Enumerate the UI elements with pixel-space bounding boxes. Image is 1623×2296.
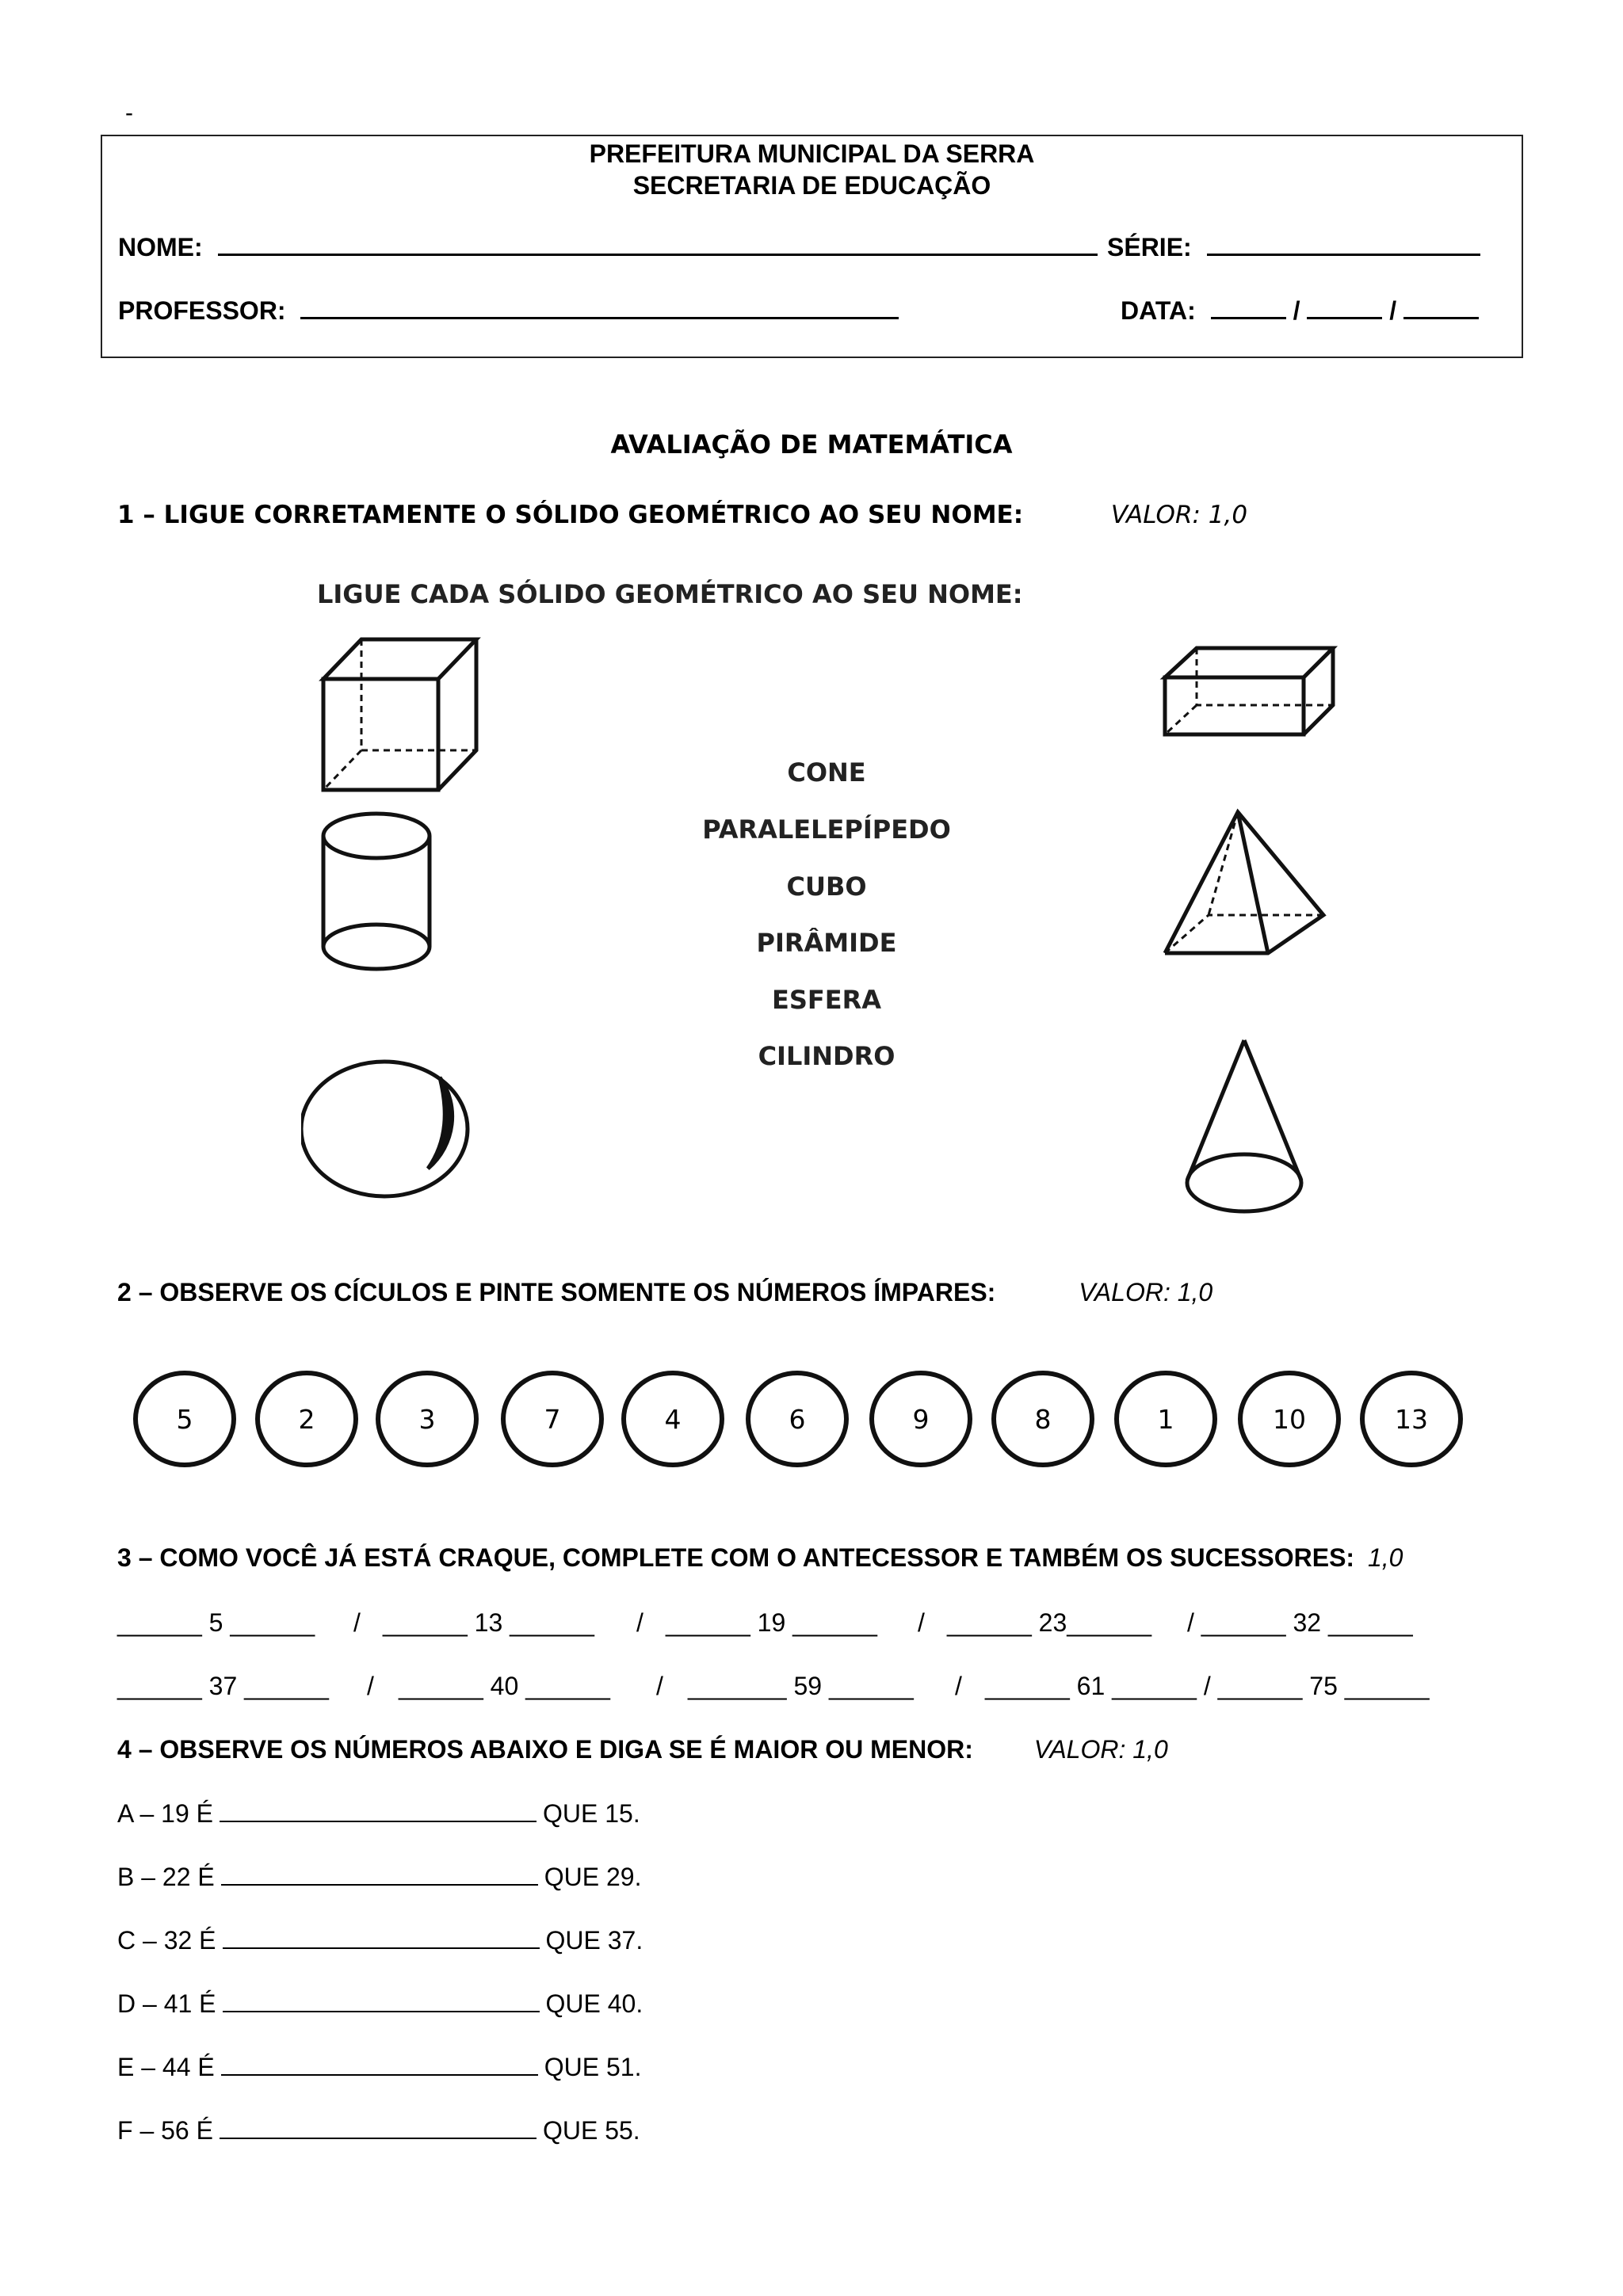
comparison-answer-line[interactable] bbox=[220, 1798, 537, 1822]
teacher-field[interactable] bbox=[118, 293, 899, 326]
name-parallelepiped[interactable]: PARALELEPÍPEDO bbox=[702, 814, 951, 845]
sphere-icon[interactable] bbox=[301, 1062, 468, 1196]
date-year-line bbox=[1403, 293, 1479, 319]
comparison-right: QUE 55. bbox=[542, 2116, 640, 2145]
date-sep-2: / bbox=[1389, 296, 1397, 325]
comparison-answer-line[interactable] bbox=[221, 2052, 538, 2076]
question-4-value: VALOR: 1,0 bbox=[1033, 1735, 1168, 1764]
sequence-separator: / bbox=[636, 1608, 643, 1637]
page-title: AVALIAÇÃO DE MATEMÁTICA bbox=[610, 429, 1013, 460]
number-circle[interactable]: 7 bbox=[501, 1371, 604, 1467]
sequence-item[interactable]: / ______ 32 ______ bbox=[1187, 1608, 1413, 1637]
cube-icon[interactable] bbox=[323, 639, 476, 790]
number-circle[interactable]: 6 bbox=[746, 1371, 849, 1467]
cylinder-icon[interactable] bbox=[323, 814, 430, 969]
number-circle[interactable]: 13 bbox=[1360, 1371, 1463, 1467]
question-3-value: 1,0 bbox=[1367, 1543, 1403, 1572]
comparison-answer-line[interactable] bbox=[220, 2115, 537, 2139]
sequence-separator: / bbox=[955, 1672, 962, 1700]
header-line-2: SECRETARIA DE EDUCAÇÃO bbox=[632, 171, 991, 200]
sequence-item[interactable]: ______ 61 ______ / ______ 75 ______ bbox=[985, 1672, 1430, 1700]
header-box bbox=[101, 135, 1523, 358]
number-circle[interactable]: 5 bbox=[133, 1371, 236, 1467]
sequence-separator: / bbox=[353, 1608, 361, 1637]
question-2-text: 2 – OBSERVE OS CÍCULOS E PINTE SOMENTE OS NÚMEROS ÍMPARES: bbox=[117, 1278, 996, 1306]
top-mark: - bbox=[125, 100, 133, 126]
question-2 bbox=[117, 1278, 1212, 1307]
question-1-value: VALOR: 1,0 bbox=[1110, 501, 1248, 529]
question-3 bbox=[117, 1543, 1403, 1573]
number-circle[interactable]: 3 bbox=[376, 1371, 479, 1467]
name-cylinder[interactable]: CILINDRO bbox=[758, 1041, 896, 1071]
date-month-line bbox=[1307, 293, 1382, 319]
sequence-item[interactable]: ______ 40 ______ bbox=[399, 1672, 610, 1700]
comparison-item bbox=[117, 2115, 640, 2145]
solids-figure bbox=[301, 574, 1347, 1240]
sequence-item[interactable]: _______ 59 ______ bbox=[688, 1672, 914, 1700]
name-cube[interactable]: CUBO bbox=[786, 871, 867, 902]
question-4 bbox=[117, 1735, 1168, 1764]
name-cone[interactable]: CONE bbox=[787, 757, 866, 788]
sequence-item[interactable]: ______ 13 ______ bbox=[383, 1608, 594, 1637]
figure-title: LIGUE CADA SÓLIDO GEOMÉTRICO AO SEU NOME: bbox=[317, 579, 1023, 609]
sequence-row-1 bbox=[117, 1608, 1623, 1640]
sequence-row-2 bbox=[117, 1672, 1623, 1703]
name-sphere[interactable]: ESFERA bbox=[771, 985, 882, 1015]
date-day-line bbox=[1211, 293, 1286, 319]
comparison-item bbox=[117, 1862, 641, 1892]
number-circle[interactable]: 10 bbox=[1238, 1371, 1341, 1467]
date-sep-1: / bbox=[1293, 296, 1300, 325]
comparison-right: QUE 40. bbox=[545, 1989, 643, 2018]
name-line bbox=[218, 230, 1098, 256]
comparison-left: C – 32 É bbox=[117, 1926, 216, 1955]
grade-label: SÉRIE: bbox=[1107, 233, 1192, 261]
parallelepiped-icon[interactable] bbox=[1165, 648, 1333, 734]
sequence-item[interactable]: ______ 19 ______ bbox=[666, 1608, 877, 1637]
sequence-separator: / bbox=[918, 1608, 925, 1637]
comparison-right: QUE 37. bbox=[545, 1926, 643, 1955]
comparison-right: QUE 29. bbox=[544, 1863, 642, 1891]
comparison-left: D – 41 É bbox=[117, 1989, 216, 2018]
number-circle[interactable]: 8 bbox=[991, 1371, 1094, 1467]
number-circle[interactable]: 2 bbox=[255, 1371, 358, 1467]
sequence-separator: / bbox=[656, 1672, 663, 1700]
comparison-answer-line[interactable] bbox=[223, 1925, 540, 1949]
comparison-left: F – 56 É bbox=[117, 2116, 213, 2145]
comparison-item bbox=[117, 1989, 643, 2019]
sequence-item[interactable]: ______ 23______ bbox=[947, 1608, 1152, 1637]
question-4-text: 4 – OBSERVE OS NÚMEROS ABAIXO E DIGA SE É MAIOR OU MENOR: bbox=[117, 1735, 973, 1764]
comparison-item bbox=[117, 1925, 643, 1955]
comparison-left: A – 19 É bbox=[117, 1799, 213, 1828]
name-field[interactable] bbox=[118, 230, 1098, 262]
grade-field[interactable] bbox=[1107, 230, 1480, 262]
comparison-right: QUE 51. bbox=[544, 2053, 642, 2081]
comparison-answer-line[interactable] bbox=[223, 1989, 540, 2012]
number-circle[interactable]: 4 bbox=[621, 1371, 724, 1467]
comparison-left: E – 44 É bbox=[117, 2053, 215, 2081]
grade-line bbox=[1207, 230, 1480, 256]
header-line-1: PREFEITURA MUNICIPAL DA SERRA bbox=[589, 139, 1035, 168]
date-field[interactable] bbox=[1121, 293, 1479, 326]
comparison-item bbox=[117, 2052, 641, 2082]
comparison-item bbox=[117, 1798, 640, 1829]
name-label: NOME: bbox=[118, 233, 203, 261]
sequence-separator: / bbox=[367, 1672, 374, 1700]
question-1-text: 1 – LIGUE CORRETAMENTE O SÓLIDO GEOMÉTRICO AO SEU NOME: bbox=[117, 501, 1024, 529]
question-2-value: VALOR: 1,0 bbox=[1079, 1278, 1213, 1306]
comparison-left: B – 22 É bbox=[117, 1863, 215, 1891]
name-pyramid[interactable]: PIRÂMIDE bbox=[756, 928, 897, 958]
number-circle[interactable]: 9 bbox=[869, 1371, 972, 1467]
number-circle[interactable]: 1 bbox=[1114, 1371, 1217, 1467]
cone-icon[interactable] bbox=[1187, 1040, 1301, 1211]
teacher-label: PROFESSOR: bbox=[118, 296, 286, 325]
question-3-text: 3 – COMO VOCÊ JÁ ESTÁ CRAQUE, COMPLETE COM O ANTECESSOR E TAMBÉM OS SUCESSORES: bbox=[117, 1543, 1355, 1572]
teacher-line bbox=[300, 293, 899, 319]
question-1 bbox=[117, 501, 1247, 529]
comparison-right: QUE 15. bbox=[542, 1799, 640, 1828]
pyramid-icon[interactable] bbox=[1165, 812, 1323, 953]
sequence-item[interactable]: ______ 37 ______ bbox=[117, 1672, 329, 1700]
date-label: DATA: bbox=[1121, 296, 1196, 325]
comparison-answer-line[interactable] bbox=[221, 1862, 538, 1886]
sequence-item[interactable]: ______ 5 ______ bbox=[117, 1608, 315, 1637]
